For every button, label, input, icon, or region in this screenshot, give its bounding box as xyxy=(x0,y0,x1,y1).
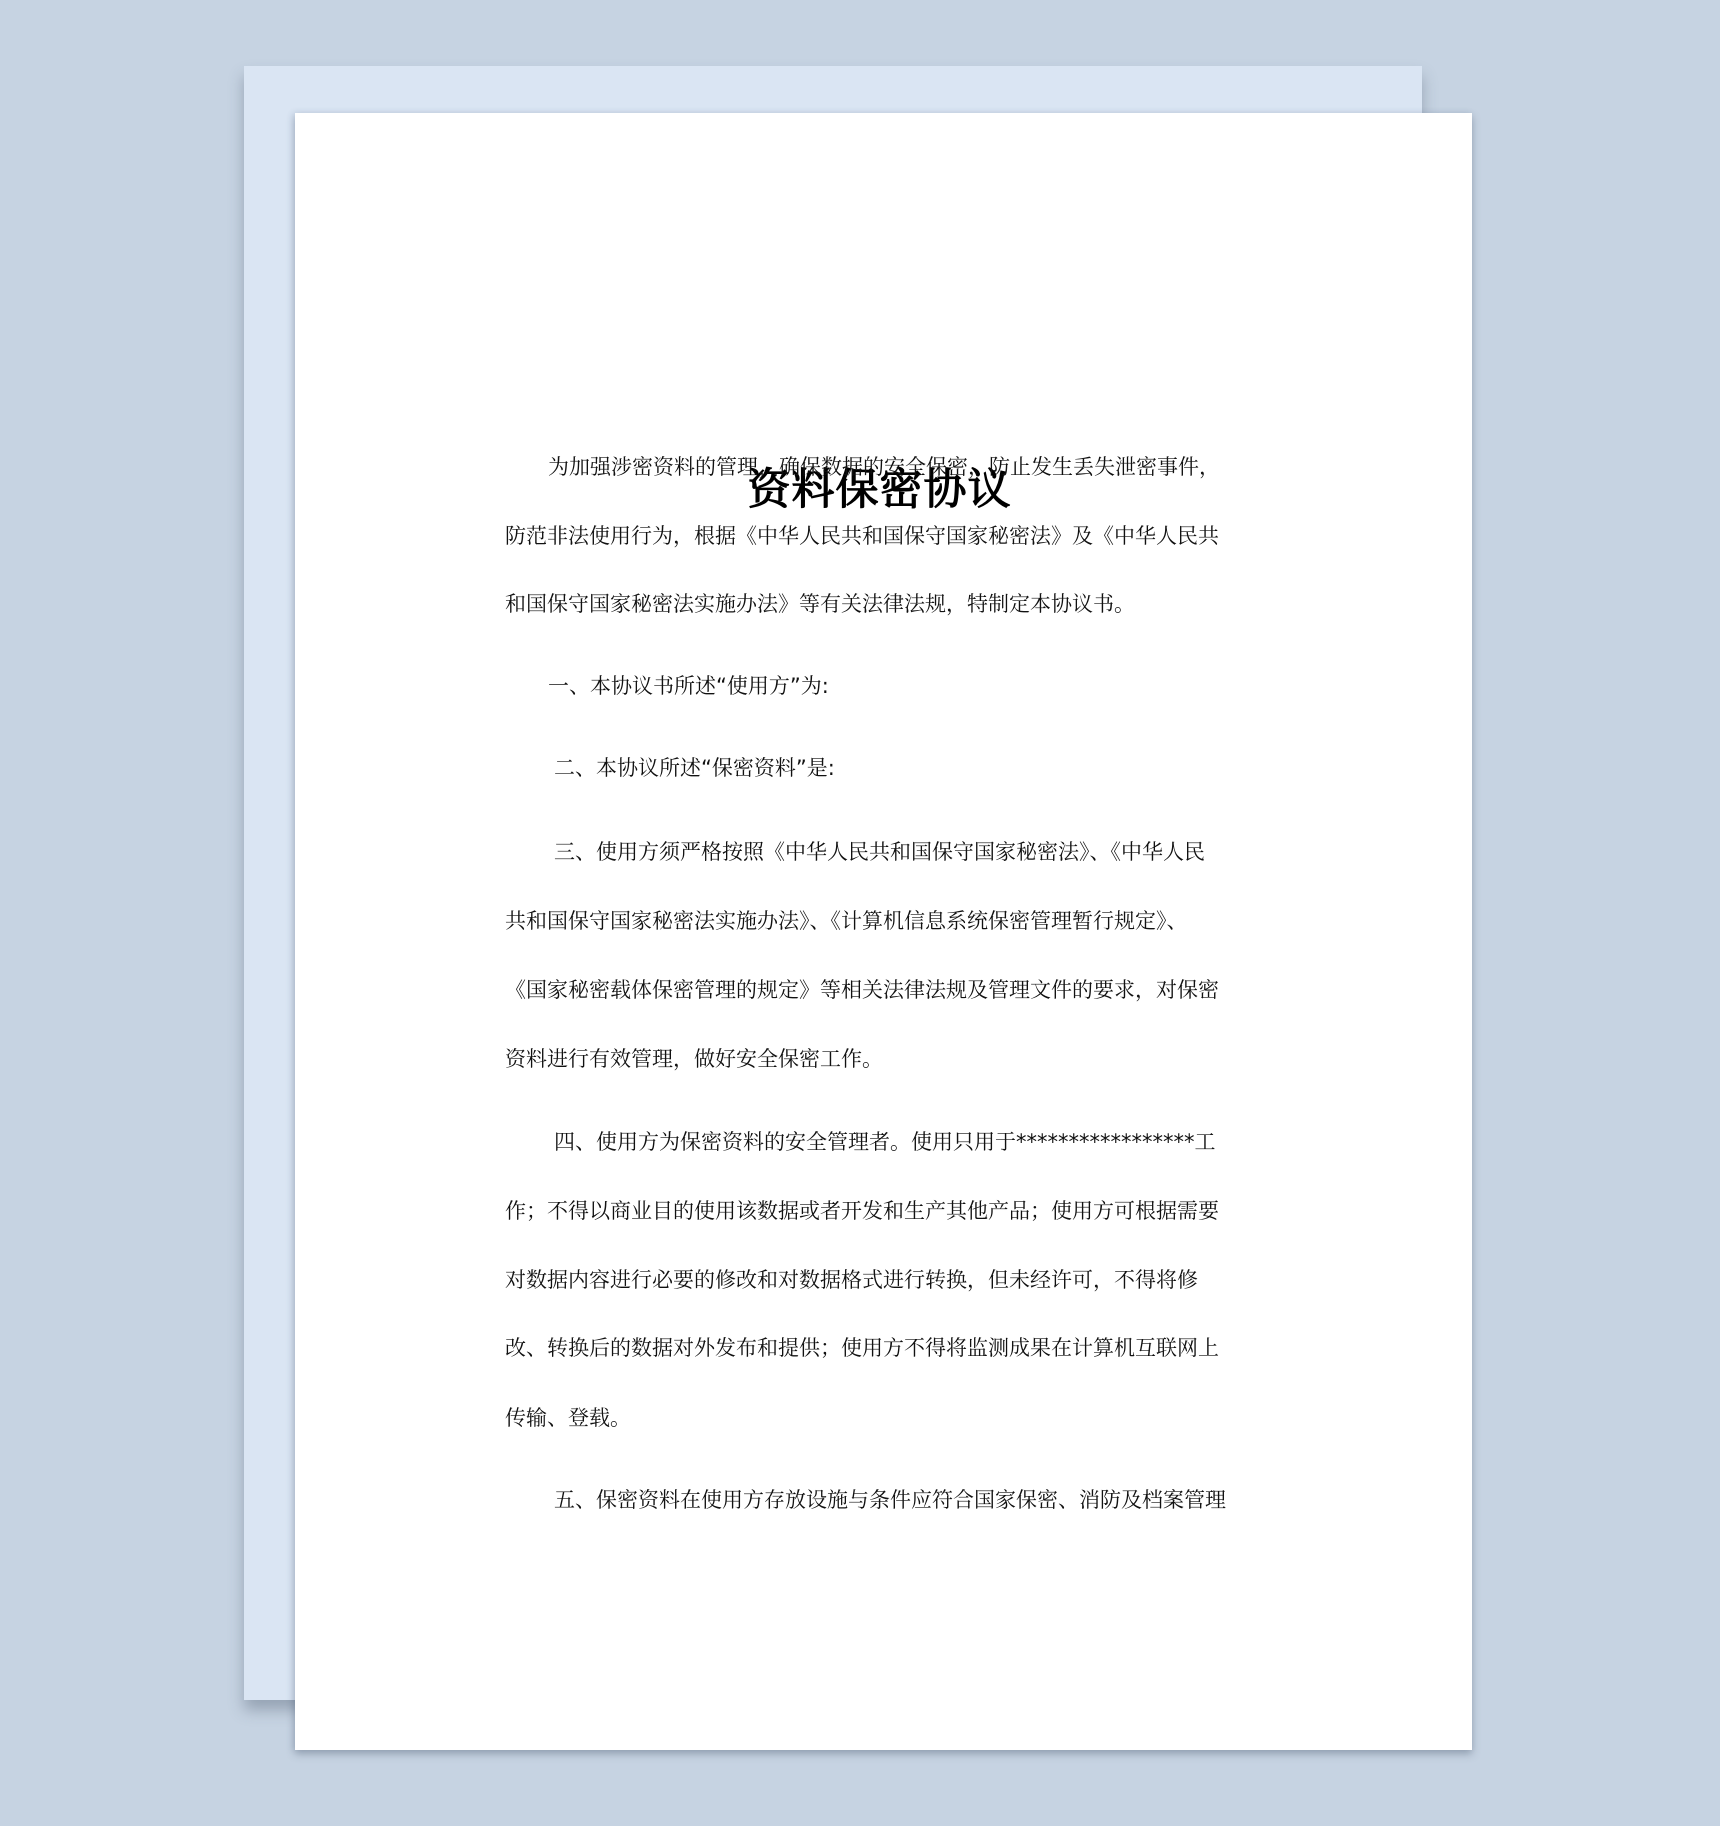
clause-3-line-2: 共和国保守国家秘密法实施办法》、《计算机信息系统保密管理暂行规定》、 xyxy=(505,909,1188,933)
clause-3-line-4: 资料进行有效管理，做好安全保密工作。 xyxy=(505,1047,883,1071)
clause-5-line-1: 五、保密资料在使用方存放设施与条件应符合国家保密、消防及档案管理 xyxy=(554,1488,1226,1512)
clause-4-line-4: 改、转换后的数据对外发布和提供；使用方不得将监测成果在计算机互联网上 xyxy=(505,1336,1219,1360)
clause-4-line-3: 对数据内容进行必要的修改和对数据格式进行转换，但未经许可，不得将修 xyxy=(505,1268,1198,1292)
clause-4-line-5: 传输、登载。 xyxy=(505,1406,631,1430)
intro-line-3: 和国保守国家秘密法实施办法》等有关法律法规，特制定本协议书。 xyxy=(505,592,1135,616)
intro-line-1: 为加强涉密资料的管理，确保数据的安全保密，防止发生丢失泄密事件， xyxy=(548,455,1220,479)
document-title: 资料保密协议 xyxy=(747,465,1012,515)
document-page xyxy=(295,113,1472,1750)
intro-line-2: 防范非法使用行为，根据《中华人民共和国保守国家秘密法》及《中华人民共 xyxy=(505,524,1219,548)
clause-1-line-1: 一、本协议书所述“使用方”为: xyxy=(548,674,829,698)
clause-4-line-1: 四、使用方为保密资料的安全管理者。使用只用于*****************工 xyxy=(554,1130,1216,1154)
clause-4-line-2: 作；不得以商业目的使用该数据或者开发和生产其他产品；使用方可根据需要 xyxy=(505,1199,1219,1223)
clause-3-line-3: 《国家秘密载体保密管理的规定》等相关法律法规及管理文件的要求，对保密 xyxy=(505,978,1219,1002)
clause-3-line-1: 三、使用方须严格按照《中华人民共和国保守国家秘密法》、《中华人民 xyxy=(554,840,1205,864)
clause-2-line-1: 二、本协议所述“保密资料”是: xyxy=(554,756,835,780)
